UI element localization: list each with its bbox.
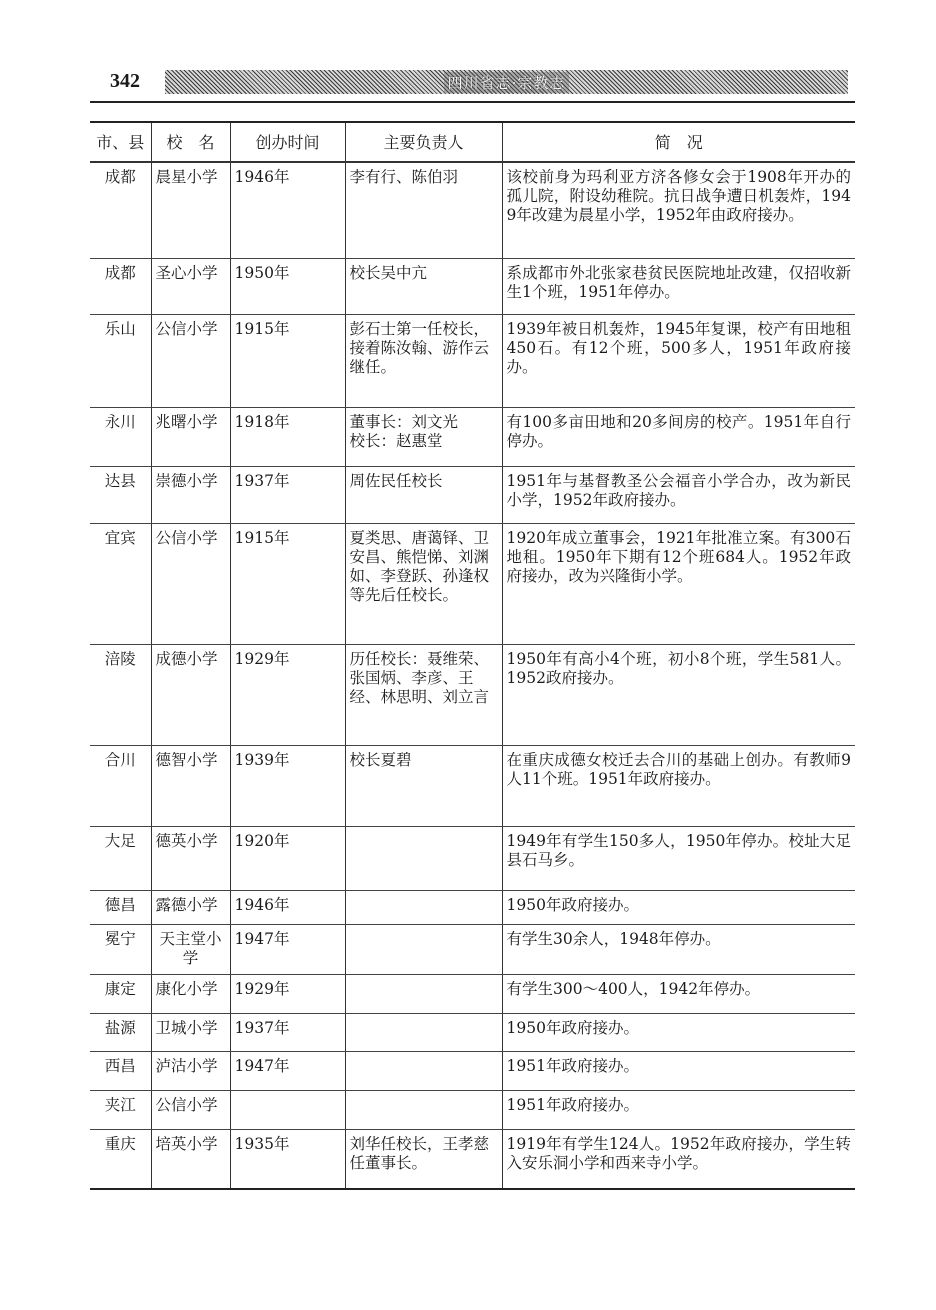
header-city: 市、县 [90, 122, 151, 162]
city-cell: 德昌 [90, 890, 151, 924]
city-cell: 宜宾 [90, 523, 151, 644]
school-cell: 德智小学 [151, 745, 230, 826]
founded-cell: 1946年 [230, 162, 345, 258]
city-cell: 夹江 [90, 1090, 151, 1129]
city-cell: 西昌 [90, 1051, 151, 1090]
leader-cell [345, 890, 502, 924]
header-leader: 主要负责人 [345, 122, 502, 162]
header-school: 校 名 [151, 122, 230, 162]
school-cell: 公信小学 [151, 314, 230, 407]
city-cell: 达县 [90, 466, 151, 523]
city-cell: 成都 [90, 162, 151, 258]
city-cell: 永川 [90, 407, 151, 466]
school-cell: 康化小学 [151, 974, 230, 1013]
city-cell: 涪陵 [90, 644, 151, 745]
founded-cell: 1935年 [230, 1129, 345, 1189]
running-title: 四川省志·宗教志 [444, 72, 570, 93]
table-row [90, 890, 855, 924]
founded-cell: 1947年 [230, 924, 345, 974]
summary-cell: 系成都市外北张家巷贫民医院地址改建，仅招收新生1个班，1951年停办。 [502, 258, 855, 314]
school-cell: 公信小学 [151, 523, 230, 644]
leader-cell: 历任校长：聂维荣、张国炳、李彦、王经、林思明、刘立言 [345, 644, 502, 745]
leader-cell [345, 974, 502, 1013]
header-founded: 创办时间 [230, 122, 345, 162]
leader-cell [345, 1090, 502, 1129]
table-row [90, 1013, 855, 1051]
leader-cell: 周佐民任校长 [345, 466, 502, 523]
leader-cell: 刘华任校长，王孝慈任董事长。 [345, 1129, 502, 1189]
table-row [90, 1051, 855, 1090]
table-row [90, 314, 855, 407]
city-cell: 康定 [90, 974, 151, 1013]
page-number: 342 [110, 70, 140, 92]
table-row [90, 258, 855, 314]
summary-cell: 1920年成立董事会，1921年批准立案。有300石地租。1950年下期有12个班684人。1952年政府接办，改为兴隆街小学。 [502, 523, 855, 644]
leader-cell [345, 1013, 502, 1051]
founded-cell: 1915年 [230, 314, 345, 407]
founded-cell: 1947年 [230, 1051, 345, 1090]
school-cell: 崇德小学 [151, 466, 230, 523]
city-cell: 成都 [90, 258, 151, 314]
leader-cell [345, 1051, 502, 1090]
summary-cell: 1951年政府接办。 [502, 1090, 855, 1129]
founded-cell: 1920年 [230, 826, 345, 890]
summary-cell: 1951年与基督教圣公会福音小学合办，改为新民小学，1952年政府接办。 [502, 466, 855, 523]
table-row [90, 644, 855, 745]
header-rule [90, 101, 855, 103]
summary-cell: 1950年政府接办。 [502, 1013, 855, 1051]
founded-cell: 1946年 [230, 890, 345, 924]
summary-cell: 1939年被日机轰炸，1945年复课，校产有田地租450石。有12个班，500多人，1951年政府接办。 [502, 314, 855, 407]
table-row [90, 523, 855, 644]
founded-cell: 1939年 [230, 745, 345, 826]
leader-cell: 董事长：刘文光 校长：赵惠堂 [345, 407, 502, 466]
summary-cell: 在重庆成德女校迁去合川的基础上创办。有教师9人11个班。1951年政府接办。 [502, 745, 855, 826]
header-summary: 简 况 [502, 122, 855, 162]
school-cell: 成德小学 [151, 644, 230, 745]
schools-table [90, 121, 855, 1190]
table-row [90, 974, 855, 1013]
school-cell: 圣心小学 [151, 258, 230, 314]
school-cell: 卫城小学 [151, 1013, 230, 1051]
leader-cell: 夏类思、唐蔼铎、卫安昌、熊恺悌、刘渊如、李登跃、孙逢权等先后任校长。 [345, 523, 502, 644]
school-cell: 泸沽小学 [151, 1051, 230, 1090]
summary-cell: 1950年政府接办。 [502, 890, 855, 924]
city-cell: 大足 [90, 826, 151, 890]
school-cell: 公信小学 [151, 1090, 230, 1129]
school-cell: 培英小学 [151, 1129, 230, 1189]
summary-cell: 1951年政府接办。 [502, 1051, 855, 1090]
leader-cell [345, 826, 502, 890]
city-cell: 盐源 [90, 1013, 151, 1051]
city-cell: 乐山 [90, 314, 151, 407]
table-row [90, 924, 855, 974]
table-row [90, 1129, 855, 1189]
school-cell: 天主堂小学 [151, 924, 230, 974]
leader-cell: 彭石士第一任校长，接着陈汝翰、游作云继任。 [345, 314, 502, 407]
school-cell: 兆曙小学 [151, 407, 230, 466]
table-row [90, 407, 855, 466]
founded-cell: 1915年 [230, 523, 345, 644]
summary-cell: 该校前身为玛利亚方济各修女会于1908年开办的孤儿院，附设幼稚院。抗日战争遭日机轰炸，1949年改建为晨星小学，1952年由政府接办。 [502, 162, 855, 258]
table-row [90, 466, 855, 523]
founded-cell: 1950年 [230, 258, 345, 314]
summary-cell: 1950年有高小4个班，初小8个班，学生581人。1952政府接办。 [502, 644, 855, 745]
city-cell: 合川 [90, 745, 151, 826]
founded-cell: 1929年 [230, 974, 345, 1013]
founded-cell: 1937年 [230, 1013, 345, 1051]
school-cell: 德英小学 [151, 826, 230, 890]
summary-cell: 1919年有学生124人。1952年政府接办，学生转入安乐洞小学和西来寺小学。 [502, 1129, 855, 1189]
summary-cell: 有100多亩田地和20多间房的校产。1951年自行停办。 [502, 407, 855, 466]
founded-cell: 1937年 [230, 466, 345, 523]
leader-cell: 李有行、陈伯羽 [345, 162, 502, 258]
running-header [165, 70, 848, 94]
leader-cell: 校长吴中亢 [345, 258, 502, 314]
table-row [90, 745, 855, 826]
table-row [90, 162, 855, 258]
table-row [90, 1090, 855, 1129]
school-cell: 露德小学 [151, 890, 230, 924]
summary-cell: 有学生30余人，1948年停办。 [502, 924, 855, 974]
table-body [90, 162, 855, 1189]
leader-cell [345, 924, 502, 974]
school-cell: 晨星小学 [151, 162, 230, 258]
leader-cell: 校长夏碧 [345, 745, 502, 826]
founded-cell: 1918年 [230, 407, 345, 466]
table-header-row [90, 122, 855, 162]
city-cell: 重庆 [90, 1129, 151, 1189]
founded-cell [230, 1090, 345, 1129]
table-row [90, 826, 855, 890]
summary-cell: 1949年有学生150多人，1950年停办。校址大足县石马乡。 [502, 826, 855, 890]
city-cell: 冕宁 [90, 924, 151, 974]
summary-cell: 有学生300～400人，1942年停办。 [502, 974, 855, 1013]
founded-cell: 1929年 [230, 644, 345, 745]
